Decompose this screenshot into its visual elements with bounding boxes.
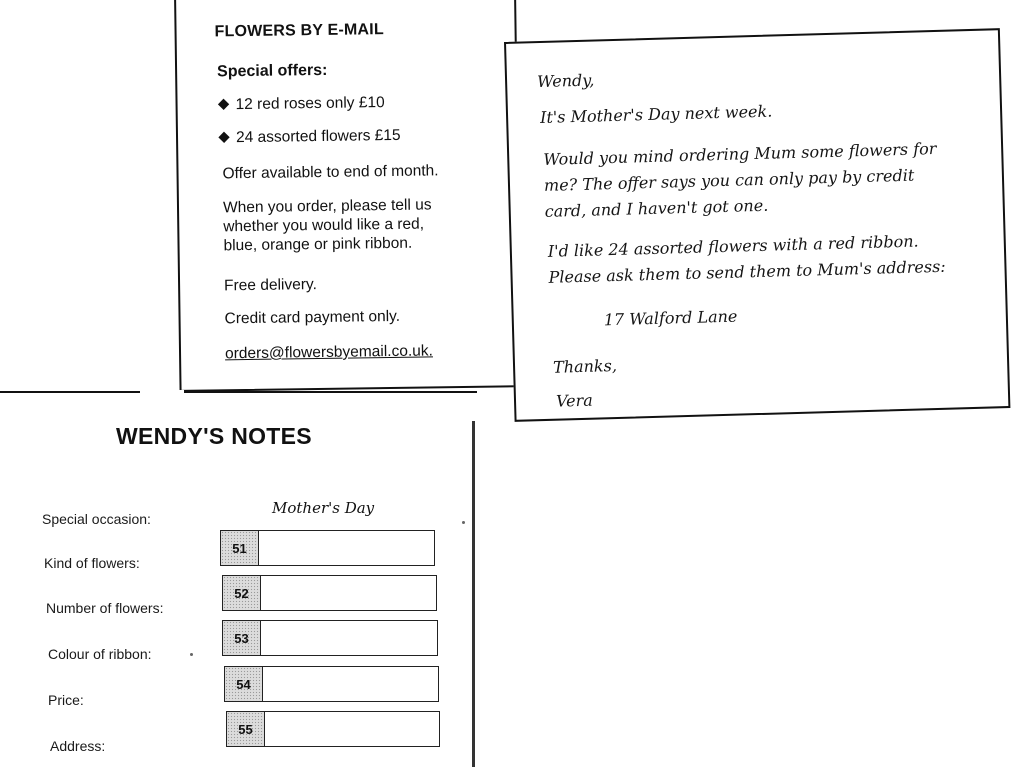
- note-line: It's Mother's Day next week.: [539, 101, 773, 128]
- question-number: 55: [227, 712, 265, 746]
- question-number: 52: [223, 576, 261, 610]
- note-line: I'd like 24 assorted flowers with a red ribbon.: [547, 231, 919, 261]
- advert-ribbon-line: When you order, please tell us: [222, 196, 432, 217]
- answer-box-55[interactable]: [226, 711, 440, 747]
- row-label-price: Price:: [48, 692, 84, 708]
- note-line: me? The offer says you can only pay by credit: [543, 165, 915, 195]
- note-thanks: Thanks,: [552, 355, 618, 377]
- row-label-kind-of-flowers: Kind of flowers:: [44, 555, 140, 571]
- advert-availability: Offer available to end of month.: [222, 162, 439, 183]
- row-label-colour-of-ribbon: Colour of ribbon:: [48, 646, 152, 662]
- advert-email-link[interactable]: orders@flowersbyemail.co.uk.: [224, 342, 433, 363]
- answer-box-53[interactable]: [222, 620, 438, 656]
- note-signature: Vera: [555, 390, 594, 411]
- answer-box-54[interactable]: [224, 666, 439, 702]
- wendys-notes-card: [0, 391, 477, 767]
- row-label-number-of-flowers: Number of flowers:: [46, 600, 164, 616]
- card-edge-gap: [140, 390, 184, 394]
- question-number: 53: [223, 621, 261, 655]
- occasion-label: Special occasion:: [42, 511, 151, 527]
- scan-speck: [190, 653, 193, 656]
- advert-ribbon-line: blue, orange or pink ribbon.: [223, 234, 413, 255]
- diamond-bullet-icon: [218, 99, 229, 110]
- handwritten-note-card: [504, 28, 1010, 422]
- offer-text: 24 assorted flowers £15: [235, 126, 401, 147]
- offer-item: [220, 127, 401, 148]
- card-right-edge: [472, 421, 475, 767]
- advert-ribbon-line: whether you would like a red,: [223, 215, 425, 236]
- answer-box-51[interactable]: [220, 530, 435, 566]
- flowers-advert-card: [174, 0, 522, 392]
- offer-item: [219, 94, 384, 114]
- note-line: card, and I haven't got one.: [544, 195, 769, 221]
- diamond-bullet-icon: [218, 132, 229, 143]
- note-address: 17 Walford Lane: [603, 306, 738, 330]
- notes-title: WENDY'S NOTES: [116, 423, 312, 449]
- row-label-address: Address:: [50, 738, 106, 754]
- scan-speck: [462, 521, 465, 524]
- advert-delivery: Free delivery.: [223, 276, 317, 295]
- note-line: Please ask them to send them to Mum's address:: [548, 256, 946, 287]
- question-number: 54: [225, 667, 263, 701]
- question-number: 51: [221, 531, 259, 565]
- advert-payment: Credit card payment only.: [224, 307, 401, 328]
- answer-box-52[interactable]: [222, 575, 437, 611]
- note-line: Would you mind ordering Mum some flowers for: [543, 138, 937, 169]
- occasion-value: Mother's Day: [272, 499, 375, 517]
- note-greeting: Wendy,: [536, 70, 595, 92]
- offer-text: 12 red roses only £10: [235, 94, 385, 114]
- advert-title: FLOWERS BY E-MAIL: [214, 21, 384, 41]
- advert-subtitle: Special offers:: [217, 61, 328, 81]
